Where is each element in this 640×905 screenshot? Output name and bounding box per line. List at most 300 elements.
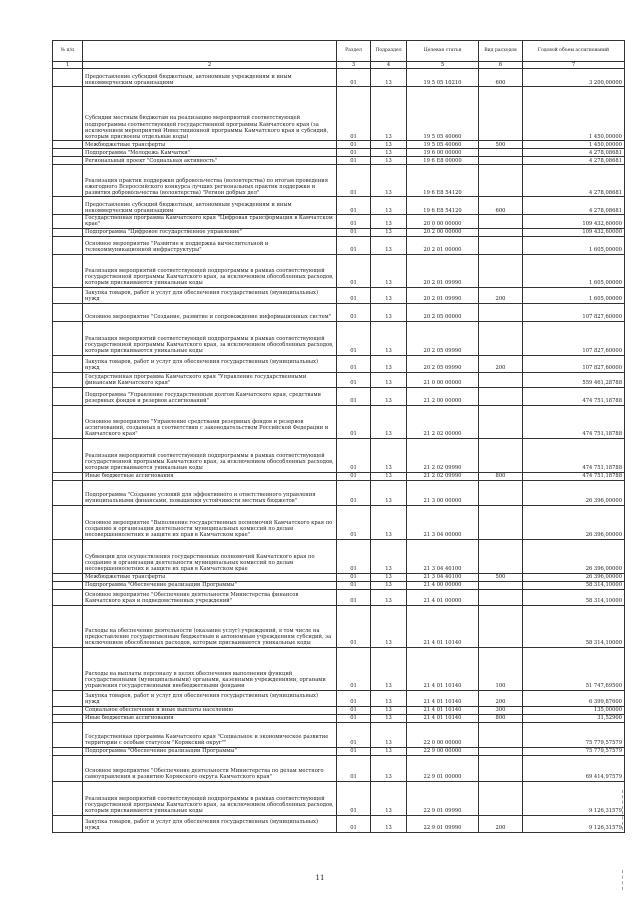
header-expense-type: Вид расходов bbox=[479, 41, 523, 62]
row-amount: 1 450,00000 bbox=[523, 87, 625, 141]
row-name: Подпрограмма "Молодежь Камчатки" bbox=[83, 149, 337, 157]
header-target-article: Целевая статья bbox=[407, 41, 479, 62]
row-expense-type bbox=[479, 781, 523, 815]
row-name: Основное мероприятие "Обеспечение деятельности Министерства по делам местного самоуправления и развитию Корякского округа Камчатского края" bbox=[83, 755, 337, 781]
table-row bbox=[53, 714, 625, 722]
row-expense-type bbox=[479, 589, 523, 605]
budget-table bbox=[52, 40, 625, 833]
row-amount: 26 396,00000 bbox=[523, 505, 625, 539]
row-razdel: 01 bbox=[337, 747, 371, 755]
row-expense-type bbox=[479, 747, 523, 755]
table-row bbox=[53, 581, 625, 589]
row-razdel: 01 bbox=[337, 505, 371, 539]
header-num: № п/п bbox=[53, 41, 83, 62]
row-target-article: 20 2 01 00000 bbox=[407, 236, 479, 254]
row-number bbox=[53, 647, 83, 690]
row-podrazdel: 13 bbox=[371, 480, 407, 505]
row-target-article: 21 2 02 09990 bbox=[407, 438, 479, 472]
row-name: Реализация практик поддержки добровольчества (волонтерства) по итогам проведения ежегодного Всероссийского конкурса лучших региональных практик поддержки и развития добровольчества (волонтерства) "Регион добрых дел" bbox=[83, 165, 337, 197]
header-podrazdel: Подраздел bbox=[371, 41, 407, 62]
row-number bbox=[53, 472, 83, 480]
row-number bbox=[53, 405, 83, 438]
row-expense-type bbox=[479, 372, 523, 387]
row-podrazdel: 13 bbox=[371, 287, 407, 303]
row-expense-type: 600 bbox=[479, 197, 523, 215]
table-row bbox=[53, 589, 625, 605]
row-expense-type: 300 bbox=[479, 706, 523, 714]
row-target-article: 19 6 E8 00000 bbox=[407, 157, 479, 165]
row-number bbox=[53, 215, 83, 228]
row-expense-type bbox=[479, 236, 523, 254]
row-razdel: 01 bbox=[337, 321, 371, 355]
row-amount: 58 314,10000 bbox=[523, 589, 625, 605]
row-expense-type: 200 bbox=[479, 355, 523, 372]
row-number bbox=[53, 236, 83, 254]
table-row bbox=[53, 573, 625, 581]
row-expense-type bbox=[479, 87, 523, 141]
row-razdel: 01 bbox=[337, 706, 371, 714]
row-amount: 58 314,10000 bbox=[523, 605, 625, 647]
row-target-article: 19 5 05 40060 bbox=[407, 141, 479, 149]
row-target-article: 21 4 00 00000 bbox=[407, 581, 479, 589]
row-number bbox=[53, 321, 83, 355]
row-amount: 9 126,31579 bbox=[523, 815, 625, 832]
row-razdel: 01 bbox=[337, 372, 371, 387]
table-row bbox=[53, 69, 625, 87]
row-podrazdel: 13 bbox=[371, 472, 407, 480]
row-name: Основное мероприятие "Развитие и поддержка вычислительной и телекоммуникационной инфраструктуры" bbox=[83, 236, 337, 254]
row-name: Закупка товаров, работ и услуг для обеспечения государственных (муниципальных) нужд bbox=[83, 355, 337, 372]
row-name: Основное мероприятие "Обеспечение деятельности Министерства финансов Камчатского края и подведомственных учреждений" bbox=[83, 589, 337, 605]
row-number bbox=[53, 480, 83, 505]
row-target-article: 19 5 05 40060 bbox=[407, 87, 479, 141]
table-row bbox=[53, 236, 625, 254]
row-podrazdel: 13 bbox=[371, 722, 407, 747]
row-podrazdel: 13 bbox=[371, 755, 407, 781]
row-name: Межбюджетные трансферты bbox=[83, 573, 337, 581]
row-name: Реализация мероприятий соответствующей подпрограммы в рамках соответствующей государственной программы Камчатского края, за исключением обособленных расходов, которым присваиваются уникальные коды bbox=[83, 438, 337, 472]
table-row bbox=[53, 165, 625, 197]
column-number: 4 bbox=[371, 62, 407, 69]
row-target-article: 22 0 00 00000 bbox=[407, 722, 479, 747]
row-name: Межбюджетные трансферты bbox=[83, 141, 337, 149]
row-number bbox=[53, 690, 83, 706]
row-target-article: 22 9 01 00000 bbox=[407, 755, 479, 781]
row-podrazdel: 13 bbox=[371, 149, 407, 157]
row-amount: 26 396,00000 bbox=[523, 480, 625, 505]
row-podrazdel: 13 bbox=[371, 438, 407, 472]
row-amount: 474 751,18788 bbox=[523, 405, 625, 438]
row-target-article: 21 3 04 00000 bbox=[407, 505, 479, 539]
table-row bbox=[53, 605, 625, 647]
table-row bbox=[53, 157, 625, 165]
row-razdel: 01 bbox=[337, 815, 371, 832]
column-number: 1 bbox=[53, 62, 83, 69]
row-number bbox=[53, 165, 83, 197]
row-razdel: 01 bbox=[337, 714, 371, 722]
table-row bbox=[53, 141, 625, 149]
row-razdel: 01 bbox=[337, 254, 371, 287]
row-podrazdel: 13 bbox=[371, 254, 407, 287]
row-target-article: 21 4 01 10140 bbox=[407, 605, 479, 647]
row-expense-type bbox=[479, 581, 523, 589]
header-annual-amount: Годовой объем ассигнований bbox=[523, 41, 625, 62]
row-amount: 107 827,60000 bbox=[523, 355, 625, 372]
table-row bbox=[53, 747, 625, 755]
table-row bbox=[53, 706, 625, 714]
row-amount: 474 751,18788 bbox=[523, 387, 625, 405]
row-amount: 1 605,00000 bbox=[523, 287, 625, 303]
row-razdel: 01 bbox=[337, 141, 371, 149]
row-razdel: 01 bbox=[337, 355, 371, 372]
table-header-row bbox=[53, 41, 625, 62]
row-target-article: 20 2 01 09990 bbox=[407, 254, 479, 287]
table-row bbox=[53, 215, 625, 228]
table-row bbox=[53, 355, 625, 372]
row-number bbox=[53, 747, 83, 755]
row-razdel: 01 bbox=[337, 303, 371, 321]
row-razdel: 01 bbox=[337, 438, 371, 472]
row-number bbox=[53, 197, 83, 215]
row-amount: 75 779,57579 bbox=[523, 722, 625, 747]
table-row bbox=[53, 149, 625, 157]
row-podrazdel: 13 bbox=[371, 747, 407, 755]
row-amount: 3 200,00000 bbox=[523, 69, 625, 87]
row-podrazdel: 13 bbox=[371, 141, 407, 149]
row-expense-type bbox=[479, 157, 523, 165]
row-amount: 1 450,00000 bbox=[523, 141, 625, 149]
row-podrazdel: 13 bbox=[371, 581, 407, 589]
table-row bbox=[53, 321, 625, 355]
row-expense-type: 500 bbox=[479, 141, 523, 149]
row-expense-type: 500 bbox=[479, 573, 523, 581]
row-target-article: 21 3 00 00000 bbox=[407, 480, 479, 505]
row-name: Субсидии местным бюджетам на реализацию мероприятий соответствующей подпрограммы соответствующей государственной программы Камчатского края (за исключением мероприятий Инвестиционной программы Камчатского края и субсидий, которым присвоены отдельные коды) bbox=[83, 87, 337, 141]
row-expense-type bbox=[479, 539, 523, 573]
table-row bbox=[53, 781, 625, 815]
row-name: Реализация мероприятий соответствующей подпрограммы в рамках соответствующей государственной программы Камчатского края, за исключением обособленных расходов, которым присваиваются уникальные коды bbox=[83, 781, 337, 815]
row-amount: 109 432,60000 bbox=[523, 215, 625, 228]
row-expense-type bbox=[479, 228, 523, 236]
column-number: 5 bbox=[407, 62, 479, 69]
row-target-article: 21 0 00 00000 bbox=[407, 372, 479, 387]
row-number bbox=[53, 539, 83, 573]
row-razdel: 01 bbox=[337, 605, 371, 647]
margin-mark bbox=[622, 790, 623, 830]
row-name: Социальное обеспечение и иные выплаты населению bbox=[83, 706, 337, 714]
row-target-article: 22 9 01 09990 bbox=[407, 781, 479, 815]
row-target-article: 20 0 00 00000 bbox=[407, 215, 479, 228]
row-razdel: 01 bbox=[337, 573, 371, 581]
row-expense-type bbox=[479, 149, 523, 157]
row-expense-type bbox=[479, 215, 523, 228]
row-target-article: 19 6 E8 54120 bbox=[407, 197, 479, 215]
row-expense-type: 800 bbox=[479, 714, 523, 722]
row-target-article: 22 9 00 00000 bbox=[407, 747, 479, 755]
row-podrazdel: 13 bbox=[371, 647, 407, 690]
row-razdel: 01 bbox=[337, 539, 371, 573]
table-row bbox=[53, 505, 625, 539]
row-podrazdel: 13 bbox=[371, 87, 407, 141]
table-row bbox=[53, 197, 625, 215]
row-target-article: 19 6 00 00000 bbox=[407, 149, 479, 157]
row-amount: 6 399,87600 bbox=[523, 690, 625, 706]
row-expense-type: 100 bbox=[479, 647, 523, 690]
row-amount: 4 278,08681 bbox=[523, 149, 625, 157]
row-expense-type bbox=[479, 480, 523, 505]
row-podrazdel: 13 bbox=[371, 706, 407, 714]
row-podrazdel: 13 bbox=[371, 690, 407, 706]
row-razdel: 01 bbox=[337, 405, 371, 438]
row-razdel: 01 bbox=[337, 722, 371, 747]
row-name: Закупка товаров, работ и услуг для обеспечения государственных (муниципальных) нужд bbox=[83, 815, 337, 832]
row-razdel: 01 bbox=[337, 215, 371, 228]
row-podrazdel: 13 bbox=[371, 815, 407, 832]
row-number bbox=[53, 505, 83, 539]
row-name: Субвенции для осуществления государственных полномочий Камчатского края по созданию и организации деятельности муниципальных комиссий по делам несовершеннолетних и защите их прав в Камчатском крае bbox=[83, 539, 337, 573]
page-number: 11 bbox=[315, 874, 325, 882]
row-razdel: 01 bbox=[337, 480, 371, 505]
row-number bbox=[53, 755, 83, 781]
table-row bbox=[53, 472, 625, 480]
row-name: Государственная программа Камчатского края "Социальное и экономическое развитие территории с особым статусом "Корякский округ"" bbox=[83, 722, 337, 747]
row-podrazdel: 13 bbox=[371, 355, 407, 372]
row-number bbox=[53, 355, 83, 372]
row-name: Подпрограмма "Управление государственным долгом Камчатского края, средствами резервных фондов и резервов ассигнований" bbox=[83, 387, 337, 405]
row-name: Основное мероприятие "Создание, развитие и сопровождение информационных систем" bbox=[83, 303, 337, 321]
row-razdel: 01 bbox=[337, 287, 371, 303]
row-target-article: 20 2 05 09990 bbox=[407, 321, 479, 355]
row-name: Основное мероприятие "Выполнение государственных полномочий Камчатского края по созданию и организации деятельности муниципальных комиссий по делам несовершеннолетних и защите их прав в Камчатском крае" bbox=[83, 505, 337, 539]
row-number bbox=[53, 714, 83, 722]
row-name: Подпрограмма "Обеспечение реализации Программы" bbox=[83, 581, 337, 589]
table-row bbox=[53, 372, 625, 387]
row-razdel: 01 bbox=[337, 387, 371, 405]
row-number bbox=[53, 781, 83, 815]
table-row bbox=[53, 254, 625, 287]
row-target-article: 20 2 00 00000 bbox=[407, 228, 479, 236]
row-podrazdel: 13 bbox=[371, 197, 407, 215]
row-podrazdel: 13 bbox=[371, 372, 407, 387]
row-name: Закупка товаров, работ и услуг для обеспечения государственных (муниципальных) нужд bbox=[83, 287, 337, 303]
row-target-article: 21 2 00 00000 bbox=[407, 387, 479, 405]
row-target-article: 21 4 01 10140 bbox=[407, 714, 479, 722]
row-podrazdel: 13 bbox=[371, 321, 407, 355]
row-podrazdel: 13 bbox=[371, 573, 407, 581]
row-podrazdel: 13 bbox=[371, 165, 407, 197]
margin-mark bbox=[622, 870, 623, 890]
row-podrazdel: 13 bbox=[371, 215, 407, 228]
row-amount: 109 432,60000 bbox=[523, 228, 625, 236]
row-razdel: 01 bbox=[337, 755, 371, 781]
row-amount: 26 396,00000 bbox=[523, 539, 625, 573]
row-name: Государственная программа Камчатского края "Цифровая трансформация в Камчатском крае" bbox=[83, 215, 337, 228]
row-number bbox=[53, 141, 83, 149]
row-podrazdel: 13 bbox=[371, 539, 407, 573]
row-name: Расходы на выплаты персоналу в целях обеспечения выполнения функций государственными (муниципальными) органами, казенными учреждениями, органами управления государственными внебюджетными фондами bbox=[83, 647, 337, 690]
row-razdel: 01 bbox=[337, 781, 371, 815]
row-podrazdel: 13 bbox=[371, 69, 407, 87]
row-amount: 58 314,10000 bbox=[523, 581, 625, 589]
header-razdel: Раздел bbox=[337, 41, 371, 62]
row-expense-type bbox=[479, 755, 523, 781]
row-target-article: 21 4 01 10140 bbox=[407, 706, 479, 714]
row-podrazdel: 13 bbox=[371, 605, 407, 647]
row-target-article: 21 2 02 00000 bbox=[407, 405, 479, 438]
row-razdel: 01 bbox=[337, 165, 371, 197]
table-body bbox=[53, 69, 625, 832]
row-amount: 26 396,00000 bbox=[523, 573, 625, 581]
row-amount: 31,52900 bbox=[523, 714, 625, 722]
table-row bbox=[53, 438, 625, 472]
column-number: 7 bbox=[523, 62, 625, 69]
row-name: Подпрограмма "Создание условий для эффективного и ответственного управления муниципальными финансами, повышения устойчивости местных бюджетов" bbox=[83, 480, 337, 505]
row-number bbox=[53, 69, 83, 87]
row-target-article: 21 4 01 00000 bbox=[407, 589, 479, 605]
row-amount: 1 605,00000 bbox=[523, 236, 625, 254]
row-expense-type: 200 bbox=[479, 287, 523, 303]
row-razdel: 01 bbox=[337, 228, 371, 236]
row-podrazdel: 13 bbox=[371, 781, 407, 815]
row-podrazdel: 13 bbox=[371, 387, 407, 405]
row-expense-type bbox=[479, 505, 523, 539]
row-razdel: 01 bbox=[337, 690, 371, 706]
row-target-article: 19 6 E8 54120 bbox=[407, 165, 479, 197]
row-number bbox=[53, 87, 83, 141]
table-row bbox=[53, 539, 625, 573]
row-expense-type: 600 bbox=[479, 69, 523, 87]
row-podrazdel: 13 bbox=[371, 236, 407, 254]
row-expense-type bbox=[479, 254, 523, 287]
row-amount: 559 461,28788 bbox=[523, 372, 625, 387]
row-amount: 4 278,08681 bbox=[523, 157, 625, 165]
row-name: Предоставление субсидий бюджетным, автономным учреждениям и иным некоммерческим организациям bbox=[83, 197, 337, 215]
row-name: Реализация мероприятий соответствующей подпрограммы в рамках соответствующей государственной программы Камчатского края, за исключением обособленных расходов, которым присваиваются уникальные коды bbox=[83, 321, 337, 355]
row-name: Иные бюджетные ассигнования bbox=[83, 472, 337, 480]
row-razdel: 01 bbox=[337, 157, 371, 165]
table-row bbox=[53, 228, 625, 236]
row-target-article: 21 4 01 10140 bbox=[407, 647, 479, 690]
table-row bbox=[53, 387, 625, 405]
table-row bbox=[53, 815, 625, 832]
row-name: Иные бюджетные ассигнования bbox=[83, 714, 337, 722]
row-podrazdel: 13 bbox=[371, 589, 407, 605]
row-number bbox=[53, 589, 83, 605]
table-row bbox=[53, 287, 625, 303]
column-number: 2 bbox=[83, 62, 337, 69]
row-expense-type bbox=[479, 438, 523, 472]
row-podrazdel: 13 bbox=[371, 228, 407, 236]
row-expense-type: 200 bbox=[479, 690, 523, 706]
row-number bbox=[53, 287, 83, 303]
table-row bbox=[53, 303, 625, 321]
row-target-article: 22 9 01 09990 bbox=[407, 815, 479, 832]
row-number bbox=[53, 722, 83, 747]
row-expense-type bbox=[479, 387, 523, 405]
table-row bbox=[53, 405, 625, 438]
column-number: 3 bbox=[337, 62, 371, 69]
row-razdel: 01 bbox=[337, 472, 371, 480]
row-amount: 4 278,08681 bbox=[523, 197, 625, 215]
row-amount: 107 827,60000 bbox=[523, 303, 625, 321]
row-name: Расходы на обеспечение деятельности (оказание услуг) учреждений, в том числе на предоставление государственным бюджетным и автономным учреждениям субсидий, за исключением обособленных расходов, которым присваиваются уникальные коды bbox=[83, 605, 337, 647]
row-amount: 1 605,00000 bbox=[523, 254, 625, 287]
header-name bbox=[83, 41, 337, 62]
row-podrazdel: 13 bbox=[371, 303, 407, 321]
row-expense-type bbox=[479, 605, 523, 647]
row-razdel: 01 bbox=[337, 69, 371, 87]
row-name: Подпрограмма "Обеспечение реализации Программы" bbox=[83, 747, 337, 755]
row-amount: 4 278,08681 bbox=[523, 165, 625, 197]
row-target-article: 21 2 02 09990 bbox=[407, 472, 479, 480]
row-amount: 107 827,60000 bbox=[523, 321, 625, 355]
row-number bbox=[53, 387, 83, 405]
row-number bbox=[53, 157, 83, 165]
row-expense-type bbox=[479, 405, 523, 438]
row-razdel: 01 bbox=[337, 87, 371, 141]
row-expense-type bbox=[479, 722, 523, 747]
row-target-article: 20 2 01 09990 bbox=[407, 287, 479, 303]
row-podrazdel: 13 bbox=[371, 157, 407, 165]
row-podrazdel: 13 bbox=[371, 505, 407, 539]
row-expense-type bbox=[479, 303, 523, 321]
row-number bbox=[53, 438, 83, 472]
row-name: Государственная программа Камчатского края "Управление государственными финансами Камчатского края" bbox=[83, 372, 337, 387]
row-number bbox=[53, 706, 83, 714]
row-razdel: 01 bbox=[337, 236, 371, 254]
table-row bbox=[53, 480, 625, 505]
row-target-article: 21 3 04 40100 bbox=[407, 539, 479, 573]
row-amount: 474 751,18788 bbox=[523, 438, 625, 472]
row-number bbox=[53, 573, 83, 581]
row-razdel: 01 bbox=[337, 197, 371, 215]
row-expense-type bbox=[479, 165, 523, 197]
column-number: 6 bbox=[479, 62, 523, 69]
row-amount: 69 414,97579 bbox=[523, 755, 625, 781]
column-number-row bbox=[53, 62, 625, 69]
row-number bbox=[53, 605, 83, 647]
row-amount: 75 779,57579 bbox=[523, 747, 625, 755]
row-amount: 51 747,69500 bbox=[523, 647, 625, 690]
row-target-article: 19 5 05 10210 bbox=[407, 69, 479, 87]
row-razdel: 01 bbox=[337, 589, 371, 605]
row-razdel: 01 bbox=[337, 149, 371, 157]
row-number bbox=[53, 581, 83, 589]
row-expense-type: 200 bbox=[479, 815, 523, 832]
row-razdel: 01 bbox=[337, 647, 371, 690]
row-name: Закупка товаров, работ и услуг для обеспечения государственных (муниципальных) нужд bbox=[83, 690, 337, 706]
row-podrazdel: 13 bbox=[371, 405, 407, 438]
row-expense-type bbox=[479, 321, 523, 355]
row-amount: 9 126,31579 bbox=[523, 781, 625, 815]
row-razdel: 01 bbox=[337, 581, 371, 589]
table-row bbox=[53, 722, 625, 747]
row-number bbox=[53, 254, 83, 287]
row-target-article: 21 4 01 10140 bbox=[407, 690, 479, 706]
row-target-article: 21 3 04 40100 bbox=[407, 573, 479, 581]
row-number bbox=[53, 228, 83, 236]
row-target-article: 20 2 05 09990 bbox=[407, 355, 479, 372]
row-expense-type: 800 bbox=[479, 472, 523, 480]
row-number bbox=[53, 303, 83, 321]
row-amount: 474 751,18788 bbox=[523, 472, 625, 480]
row-amount: 135,00000 bbox=[523, 706, 625, 714]
row-number bbox=[53, 815, 83, 832]
row-name: Основное мероприятие "Управление средствами резервных фондов и резервов ассигнований, созданных в соответствии с законодательством Российской Федерации и Камчатского края" bbox=[83, 405, 337, 438]
row-name: Предоставление субсидий бюджетным, автономным учреждениям и иным некоммерческим организациям bbox=[83, 69, 337, 87]
table-row bbox=[53, 647, 625, 690]
table-row bbox=[53, 690, 625, 706]
